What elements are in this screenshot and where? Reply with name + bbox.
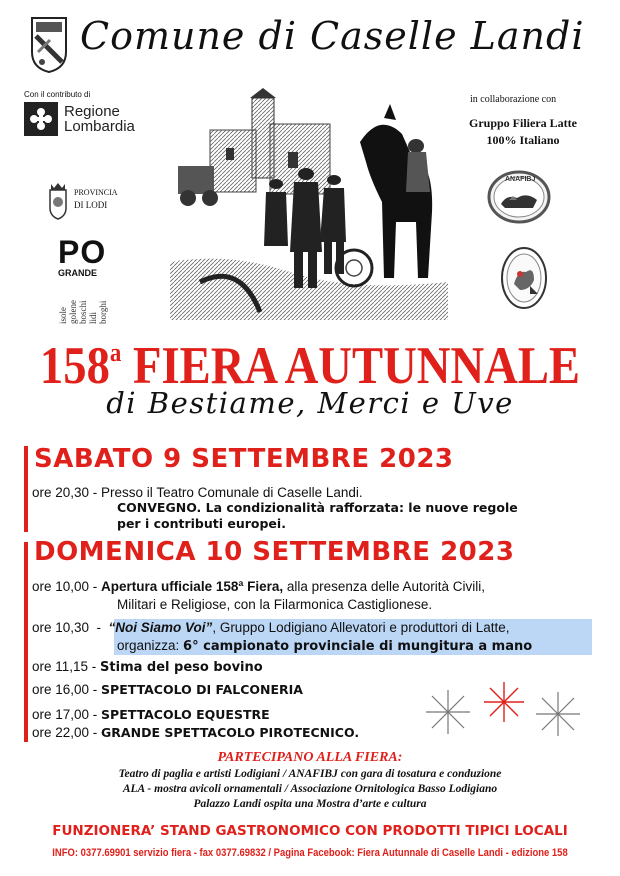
- sabato-convegno-line2: per i contributi europei.: [117, 516, 286, 531]
- regione-name: Regione Lombardia: [64, 103, 135, 135]
- po-word: golene: [68, 300, 78, 324]
- sabato-time-line: ore 20,30 - Presso il Teatro Comunale di Caselle Landi.: [32, 485, 363, 500]
- provincia-line1: PROVINCIA: [74, 188, 118, 197]
- partner-line1: Gruppo Filiera Latte: [469, 116, 577, 130]
- event-organizza-prefix: organizza:: [117, 638, 184, 653]
- event-apertura-line2: Militari e Religiose, con la Filarmonica Castiglionese.: [117, 597, 433, 612]
- event-apertura-rest: alla presenza delle Autorità Civili,: [283, 579, 485, 594]
- comune-title: Comune di Caselle Landi: [80, 14, 585, 58]
- ornithology-association-logo-icon: [500, 246, 548, 310]
- po-grande-logo: [58, 234, 122, 324]
- partner-line2: 100% Italiano: [486, 133, 560, 147]
- contributo-label: Con il contributo di: [24, 90, 91, 99]
- event-time: ore 17,00: [32, 707, 90, 722]
- partecipano-line2: ALA - mostra avicoli ornamentali / Associazione Ornitologica Basso Lodigiano: [122, 783, 498, 795]
- regione-lombardia-logo: [24, 102, 156, 138]
- anafibj-badge: ANAFIBJ: [505, 176, 536, 183]
- event-apertura: ore 10,00 - Apertura ufficiale 158ª Fiera, alla presenza delle Autorità Civili,: [32, 579, 485, 594]
- event-time: ore 22,00: [32, 725, 90, 740]
- event-pirotecnico: ore 22,00 - GRANDE SPETTACOLO PIROTECNICO.: [32, 725, 360, 740]
- comune-crest-icon: [30, 16, 68, 74]
- partecipano-line1: Teatro di paglia e artisti Lodigiani / ANAFIBJ con gara di tosatura e conduzione: [118, 768, 502, 780]
- event-apertura-title: Apertura ufficiale 158ª Fiera,: [101, 579, 284, 594]
- anafibj-logo: [487, 170, 551, 224]
- event-equestre: ore 17,00 - SPETTACOLO EQUESTRE: [32, 707, 270, 722]
- po-word: boschi: [78, 300, 88, 324]
- info-line: INFO: 0377.69901 servizio fiera - fax 0377.69832 / Pagina Facebook: Fiera Autunnale di Caselle Landi - edizione 158: [52, 847, 568, 859]
- provincia-crest-icon: [48, 182, 68, 220]
- event-stima: ore 11,15 - Stima del peso bovino: [32, 659, 263, 675]
- partecipano-line3: Palazzo Landi ospita una Mostra d’arte e cultura: [193, 798, 427, 810]
- event-falconeria-title: SPETTACOLO DI FALCONERIA: [101, 682, 303, 697]
- event-time: ore 11,15: [32, 659, 89, 674]
- fireworks-icon: [418, 676, 594, 746]
- domenica-heading: DOMENICA 10 SETTEMBRE 2023: [34, 537, 515, 567]
- event-noi-siamo-voi-line2: [117, 638, 532, 654]
- sabato-heading: SABATO 9 SETTEMBRE 2023: [34, 444, 454, 474]
- po-word: borghi: [98, 300, 108, 324]
- event-falconeria: ore 16,00 - SPETTACOLO DI FALCONERIA: [32, 682, 303, 697]
- fiera-main: FIERA AUTUNNALE: [132, 337, 581, 395]
- event-stima-title: Stima del peso bovino: [100, 660, 263, 675]
- stand-gastronomico: FUNZIONERA’ STAND GASTRONOMICO CON PRODOTTI TIPICI LOCALI: [52, 823, 568, 839]
- event-time: ore 10,30: [32, 620, 90, 635]
- provincia-line2: DI LODI: [74, 200, 108, 210]
- po-word: isole: [58, 307, 68, 324]
- po-big: PO: [58, 234, 107, 270]
- event-pirotecnico-title: GRANDE SPETTACOLO PIROTECNICO.: [101, 725, 360, 740]
- event-campionato-title: 6° campionato provinciale di mungitura a mano: [183, 639, 533, 654]
- fiera-number: 158: [39, 337, 110, 395]
- sabato-convegno-line1: CONVEGNO. La condizionalità rafforzata: le nuove regole: [117, 500, 518, 515]
- sabato-accent-bar: [24, 446, 28, 532]
- fair-illustration: [170, 82, 448, 320]
- po-grande: GRANDE: [58, 268, 98, 278]
- regione-lombardia-icon: [24, 102, 58, 136]
- event-noi-siamo-voi-title: “Noi Siamo Voi”: [108, 620, 213, 635]
- event-time: ore 16,00: [32, 682, 90, 697]
- event-equestre-title: SPETTACOLO EQUESTRE: [101, 707, 270, 722]
- fiera-subtitle: di Bestiame, Merci e Uve: [106, 386, 514, 420]
- event-noi-siamo-voi: ore 10,30 - “Noi Siamo Voi”, Gruppo Lodigiano Allevatori e produttori di Latte,: [32, 620, 510, 635]
- collab-label: in collaborazione con: [470, 94, 557, 105]
- fiera-number-sup: a: [109, 338, 122, 367]
- event-time: ore 10,00: [32, 579, 90, 594]
- provincia-lodi-logo: [48, 180, 118, 228]
- fiera-title: [37, 324, 583, 395]
- event-noi-siamo-voi-rest: , Gruppo Lodigiano Allevatori e produttori di Latte,: [212, 620, 510, 635]
- po-word: lidi: [88, 311, 98, 324]
- partecipano-heading: PARTECIPANO ALLA FIERA:: [217, 750, 403, 765]
- domenica-accent-bar: [24, 542, 28, 742]
